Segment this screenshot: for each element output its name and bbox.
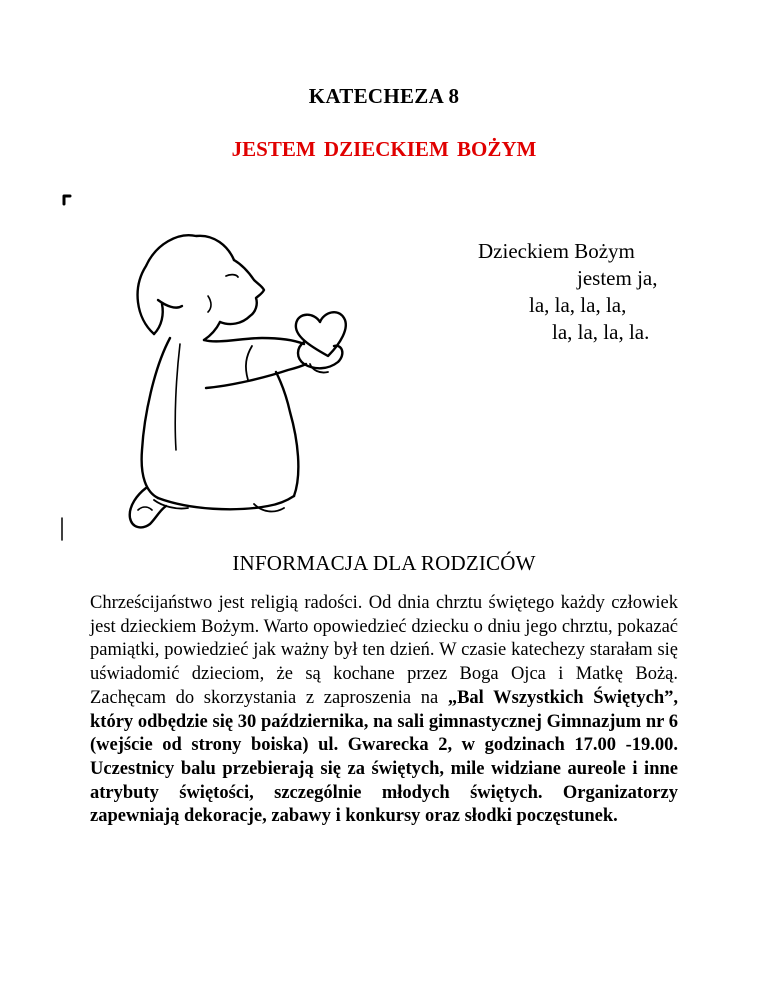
page-title: KATECHEZA 8 — [308, 84, 460, 108]
info-paragraph-regular: Chrześcijaństwo jest religią radości. Od dnia chrztu świętego każdy człowiek jest dzieckiem Bożym. Warto opowiedzieć dziecku o dniu jego chrztu, pokazać pamiątki, powiedzieć jak ważny był ten dzień. W czasie katechezy starałam się uświadomić dzieciom, że są kochane przez Boga Ojca i Matkę Bożą. Zachęcam do skorzystania z zaproszenia na — [90, 593, 678, 708]
praying-child-with-heart-icon — [58, 188, 398, 544]
song-line: la, la, la, la. — [552, 320, 650, 344]
page-subtitle: JESTEM DZIECKIEM BOŻYM — [231, 137, 537, 161]
info-paragraph — [90, 592, 678, 829]
song-line: jestem ja, — [577, 266, 658, 290]
info-heading: INFORMACJA DLA RODZICÓW — [232, 551, 536, 575]
song-line: la, la, la, la, — [529, 293, 627, 317]
info-paragraph-bold: „Bal Wszystkich Świętych”, który odbędzie się 30 października, na sali gimnastycznej Gimnazjum nr 6 (wejście od strony boiska) ul. Gwarecka 2, w godzinach 17.00 -19.00. Uczestnicy balu przebierają się za świętych, mile widziane aureole i inne atrybuty świętości, szczególnie młodych świętych. Organizatorzy zapewniają dekoracje, zabawy i konkursy oraz słodki poczęstunek. — [90, 687, 678, 827]
song-line: Dzieckiem Bożym — [478, 239, 635, 263]
song-verse — [440, 238, 680, 346]
